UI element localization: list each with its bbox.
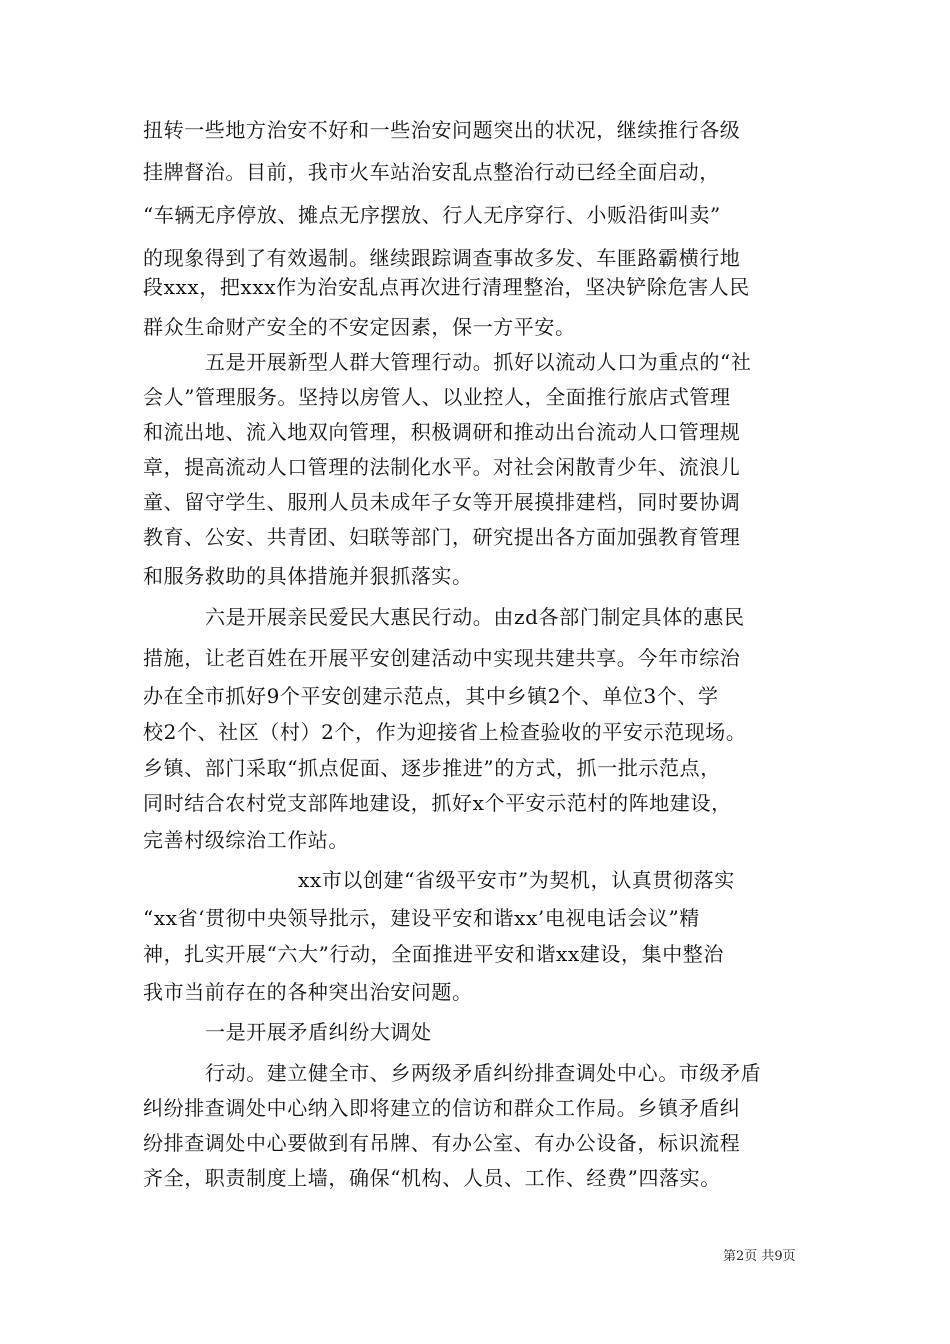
text-line: 同时结合农村党支部阵地建设，抓好x个平安示范村的阵地建设， (143, 791, 732, 815)
paragraph-start: 一是开展矛盾纠纷大调处 (205, 1020, 432, 1044)
text-line: 齐全，职责制度上墙，确保“机构、人员、工作、经费”四落实。 (143, 1166, 721, 1190)
text-line: 挂牌督治。目前，我市火车站治安乱点整治行动已经全面启动， (143, 160, 720, 184)
text-line: 完善村级综治工作站。 (143, 828, 349, 852)
paragraph-start: 行动。建立健全市、乡两级矛盾纠纷排查调处中心。市级矛盾 (205, 1061, 762, 1085)
text-line: 校2个、社区（村）2个，作为迎接省上检查验收的平安示范现场。 (143, 720, 747, 744)
text-line: 纷排查调处中心要做到有吊牌、有办公室、有办公设备，标识流程 (143, 1131, 741, 1155)
text-line: 群众生命财产安全的不安定因素，保一方平安。 (143, 315, 576, 339)
text-line: 童、留守学生、服刑人员未成年子女等开展摸排建档，同时要协调 (143, 490, 741, 514)
text-line: 和流出地、流入地双向管理，积极调研和推动出台流动人口管理规 (143, 420, 741, 444)
text-line: 办在全市抓好9个平安创建示范点，其中乡镇2个、单位3个、学 (143, 684, 719, 708)
text-line: 教育、公安、共青团、妇联等部门，研究提出各方面加强教育管理 (143, 525, 741, 549)
text-line: 和服务救助的具体措施并狠抓落实。 (143, 564, 473, 588)
text-line: 乡镇、部门采取“抓点促面、逐步推进”的方式，抓一批示范点， (143, 756, 721, 780)
text-line: 会人”管理服务。坚持以房管人、以业控人，全面推行旅店式管理 (143, 385, 731, 409)
text-line: 我市当前存在的各种突出治安问题。 (143, 980, 473, 1004)
text-line: 的现象得到了有效遏制。继续跟踪调查事故多发、车匪路霸横行地 (143, 246, 741, 270)
text-line: 扭转一些地方治安不好和一些治安问题突出的状况，继续推行各级 (143, 118, 741, 142)
text-line: 神，扎实开展“六大”行动，全面推进平安和谐xx建设，集中整治 (143, 942, 725, 966)
text-line: 纠纷排查调处中心纳入即将建立的信访和群众工作局。乡镇矛盾纠 (143, 1096, 741, 1120)
paragraph-start: 五是开展新型人群大管理行动。抓好以流动人口为重点的“社 (205, 350, 752, 374)
text-line: 章，提高流动人口管理的法制化水平。对社会闲散青少年、流浪儿 (143, 455, 741, 479)
text-line: 段xxx，把xxx作为治安乱点再次进行清理整治，坚决铲除危害人民 (143, 275, 750, 299)
paragraph-start: 六是开展亲民爱民大惠民行动。由zd各部门制定具体的惠民 (205, 605, 745, 629)
text-line: 措施，让老百姓在开展平安创建活动中实现共建共享。今年市综治 (143, 646, 741, 670)
page-number: 第2页 共9页 (723, 1249, 796, 1264)
text-line: “车辆无序停放、摊点无序摆放、行人无序穿行、小贩沿街叫卖” (143, 203, 721, 227)
text-line: “xx省‘贯彻中央领导批示，建设平安和谐xx’电视电话会议”精 (143, 906, 700, 930)
paragraph-start: xx市以创建“省级平安市”为契机，认真贯彻落实 (298, 868, 735, 892)
